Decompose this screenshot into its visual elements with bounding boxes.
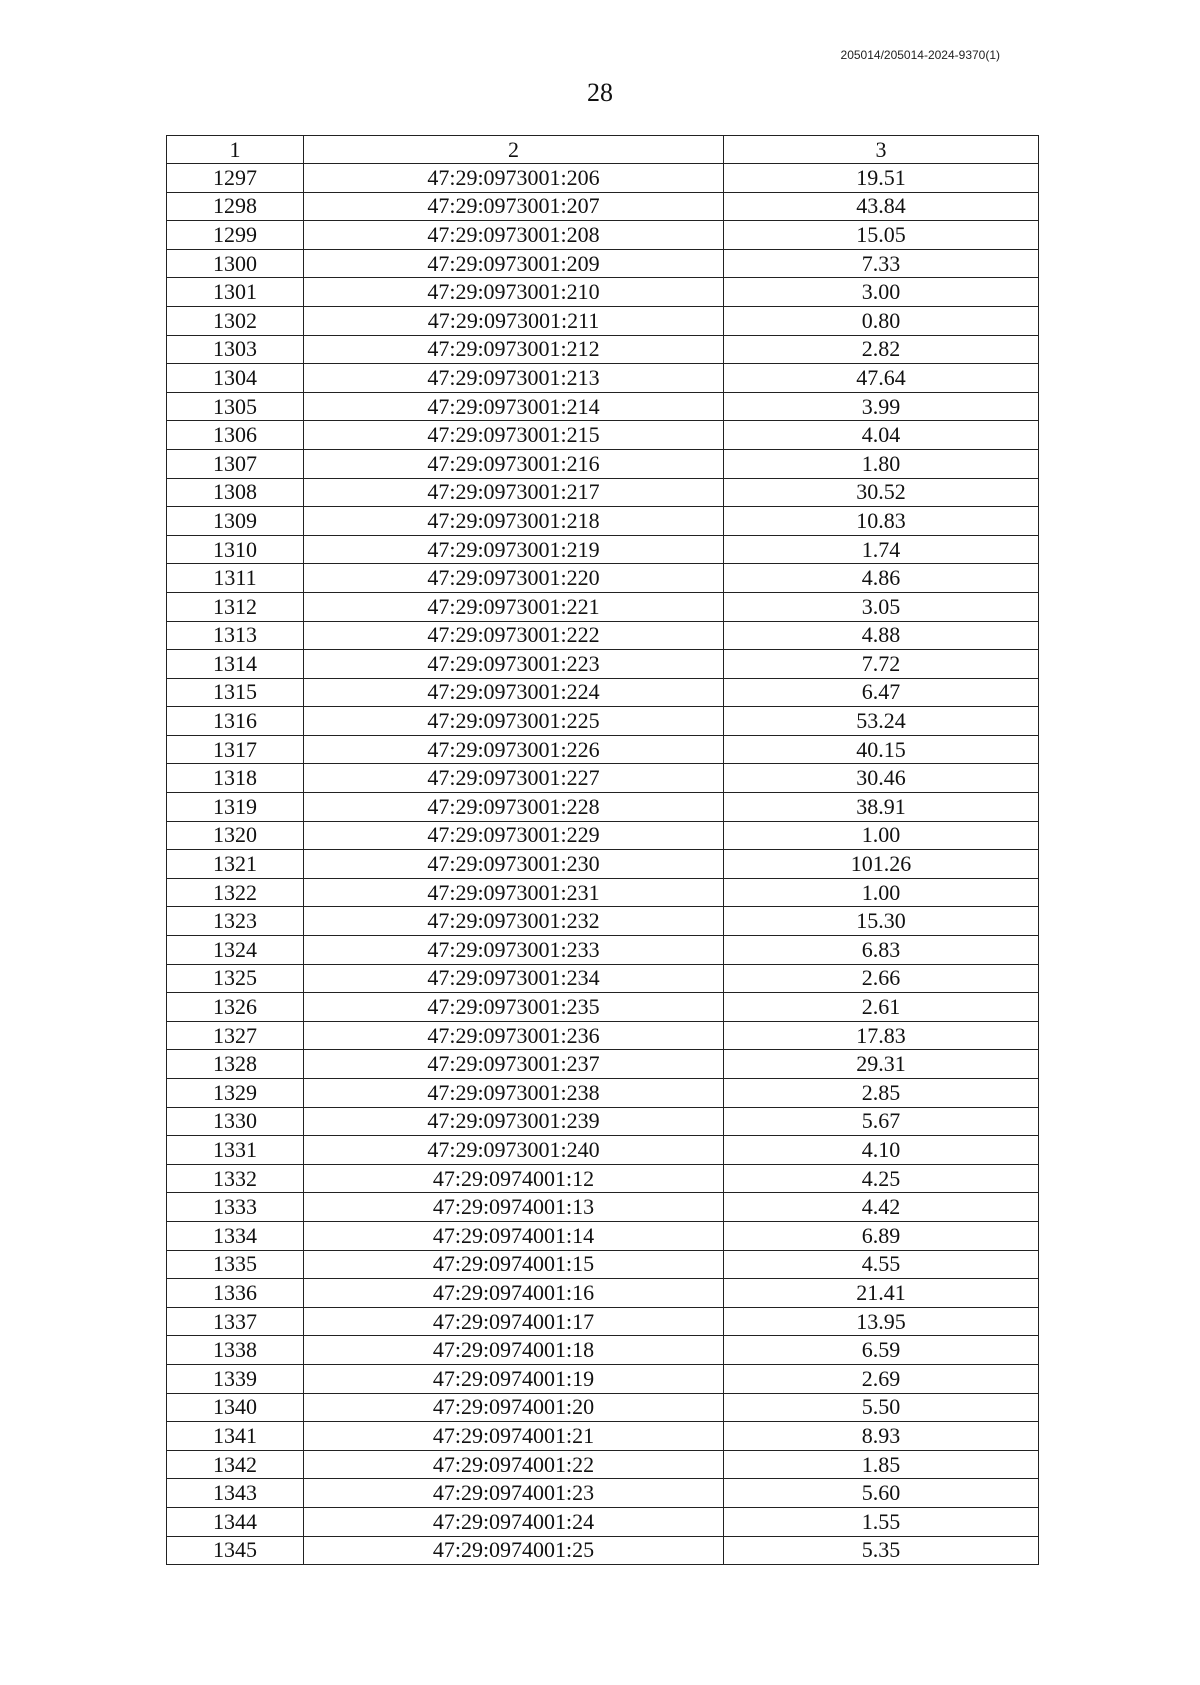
cadastral-number-cell: 47:29:0973001:213 [304,364,724,393]
table-row [167,821,1039,850]
table-row [167,1164,1039,1193]
table-row [167,564,1039,593]
cadastral-number-cell: 47:29:0974001:19 [304,1364,724,1393]
table-row [167,1107,1039,1136]
row-number-cell: 1303 [167,335,304,364]
column-header: 2 [304,136,724,164]
cadastral-number-cell: 47:29:0973001:221 [304,592,724,621]
row-number-cell: 1305 [167,392,304,421]
row-number-cell: 1317 [167,735,304,764]
row-number-cell: 1299 [167,221,304,250]
value-cell: 1.55 [724,1507,1039,1536]
row-number-cell: 1312 [167,592,304,621]
cadastral-number-cell: 47:29:0973001:215 [304,421,724,450]
value-cell: 8.93 [724,1422,1039,1451]
cadastral-number-cell: 47:29:0973001:224 [304,678,724,707]
value-cell: 4.04 [724,421,1039,450]
value-cell: 53.24 [724,707,1039,736]
cadastral-number-cell: 47:29:0973001:217 [304,478,724,507]
table-row [167,1393,1039,1422]
value-cell: 0.80 [724,306,1039,335]
value-cell: 21.41 [724,1279,1039,1308]
row-number-cell: 1313 [167,621,304,650]
value-cell: 6.47 [724,678,1039,707]
row-number-cell: 1297 [167,164,304,193]
cadastral-number-cell: 47:29:0973001:237 [304,1050,724,1079]
cadastral-number-cell: 47:29:0973001:231 [304,878,724,907]
row-number-cell: 1322 [167,878,304,907]
table-row [167,1450,1039,1479]
value-cell: 15.30 [724,907,1039,936]
cadastral-number-cell: 47:29:0974001:22 [304,1450,724,1479]
table-row [167,221,1039,250]
cadastral-number-cell: 47:29:0974001:18 [304,1336,724,1365]
value-cell: 10.83 [724,507,1039,536]
table-row [167,1021,1039,1050]
value-cell: 4.86 [724,564,1039,593]
cadastral-number-cell: 47:29:0973001:238 [304,1079,724,1108]
table-row [167,850,1039,879]
row-number-cell: 1300 [167,249,304,278]
value-cell: 29.31 [724,1050,1039,1079]
table-row [167,1307,1039,1336]
row-number-cell: 1302 [167,306,304,335]
row-number-cell: 1341 [167,1422,304,1451]
value-cell: 3.05 [724,592,1039,621]
row-number-cell: 1315 [167,678,304,707]
table-row [167,707,1039,736]
row-number-cell: 1340 [167,1393,304,1422]
table-row [167,364,1039,393]
table-row [167,1050,1039,1079]
value-cell: 1.00 [724,878,1039,907]
table-row [167,793,1039,822]
table-row [167,621,1039,650]
data-table [166,135,1039,1565]
cadastral-number-cell: 47:29:0973001:207 [304,192,724,221]
row-number-cell: 1319 [167,793,304,822]
row-number-cell: 1336 [167,1279,304,1308]
cadastral-number-cell: 47:29:0973001:211 [304,306,724,335]
value-cell: 1.80 [724,449,1039,478]
value-cell: 30.52 [724,478,1039,507]
value-cell: 3.99 [724,392,1039,421]
cadastral-number-cell: 47:29:0973001:233 [304,936,724,965]
row-number-cell: 1310 [167,535,304,564]
table-row [167,1507,1039,1536]
cadastral-number-cell: 47:29:0973001:212 [304,335,724,364]
row-number-cell: 1332 [167,1164,304,1193]
table-row [167,764,1039,793]
row-number-cell: 1301 [167,278,304,307]
table-row [167,1279,1039,1308]
cadastral-number-cell: 47:29:0974001:20 [304,1393,724,1422]
table-row [167,735,1039,764]
cadastral-number-cell: 47:29:0973001:229 [304,821,724,850]
value-cell: 3.00 [724,278,1039,307]
row-number-cell: 1298 [167,192,304,221]
value-cell: 2.82 [724,335,1039,364]
table-row [167,535,1039,564]
table-row [167,1221,1039,1250]
row-number-cell: 1343 [167,1479,304,1508]
column-header: 1 [167,136,304,164]
cadastral-number-cell: 47:29:0973001:230 [304,850,724,879]
table-row [167,1536,1039,1565]
cadastral-number-cell: 47:29:0973001:235 [304,993,724,1022]
cadastral-number-cell: 47:29:0974001:16 [304,1279,724,1308]
cadastral-number-cell: 47:29:0973001:227 [304,764,724,793]
cadastral-number-cell: 47:29:0973001:216 [304,449,724,478]
row-number-cell: 1339 [167,1364,304,1393]
row-number-cell: 1311 [167,564,304,593]
value-cell: 101.26 [724,850,1039,879]
value-cell: 6.89 [724,1221,1039,1250]
cadastral-number-cell: 47:29:0973001:222 [304,621,724,650]
value-cell: 1.00 [724,821,1039,850]
row-number-cell: 1306 [167,421,304,450]
row-number-cell: 1304 [167,364,304,393]
table-row [167,1136,1039,1165]
value-cell: 43.84 [724,192,1039,221]
value-cell: 5.50 [724,1393,1039,1422]
row-number-cell: 1326 [167,993,304,1022]
table-row [167,1479,1039,1508]
table-row [167,1079,1039,1108]
table-body [167,164,1039,1565]
table-row [167,164,1039,193]
row-number-cell: 1345 [167,1536,304,1565]
table-row [167,1422,1039,1451]
value-cell: 5.35 [724,1536,1039,1565]
value-cell: 5.67 [724,1107,1039,1136]
cadastral-number-cell: 47:29:0973001:234 [304,964,724,993]
table-row [167,478,1039,507]
cadastral-number-cell: 47:29:0973001:218 [304,507,724,536]
table-row [167,335,1039,364]
cadastral-number-cell: 47:29:0973001:226 [304,735,724,764]
table-header-row [167,136,1039,164]
table-row [167,907,1039,936]
value-cell: 7.33 [724,249,1039,278]
row-number-cell: 1344 [167,1507,304,1536]
table-row [167,249,1039,278]
row-number-cell: 1333 [167,1193,304,1222]
table-row [167,592,1039,621]
cadastral-number-cell: 47:29:0974001:17 [304,1307,724,1336]
table-row [167,993,1039,1022]
table-row [167,1336,1039,1365]
column-header: 3 [724,136,1039,164]
value-cell: 15.05 [724,221,1039,250]
value-cell: 4.55 [724,1250,1039,1279]
cadastral-number-cell: 47:29:0973001:228 [304,793,724,822]
cadastral-number-cell: 47:29:0973001:236 [304,1021,724,1050]
value-cell: 40.15 [724,735,1039,764]
cadastral-number-cell: 47:29:0973001:225 [304,707,724,736]
table-row [167,278,1039,307]
value-cell: 5.60 [724,1479,1039,1508]
table-row [167,192,1039,221]
row-number-cell: 1308 [167,478,304,507]
row-number-cell: 1320 [167,821,304,850]
value-cell: 2.66 [724,964,1039,993]
cadastral-number-cell: 47:29:0973001:214 [304,392,724,421]
document-id: 205014/205014-2024-9370(1) [840,48,1000,62]
value-cell: 6.59 [724,1336,1039,1365]
cadastral-number-cell: 47:29:0973001:210 [304,278,724,307]
value-cell: 4.88 [724,621,1039,650]
value-cell: 6.83 [724,936,1039,965]
table-row [167,1193,1039,1222]
value-cell: 30.46 [724,764,1039,793]
table-row [167,421,1039,450]
cadastral-number-cell: 47:29:0973001:208 [304,221,724,250]
value-cell: 47.64 [724,364,1039,393]
table-row [167,936,1039,965]
value-cell: 13.95 [724,1307,1039,1336]
cadastral-number-cell: 47:29:0974001:14 [304,1221,724,1250]
cadastral-number-cell: 47:29:0974001:12 [304,1164,724,1193]
cadastral-number-cell: 47:29:0974001:24 [304,1507,724,1536]
cadastral-number-cell: 47:29:0974001:13 [304,1193,724,1222]
value-cell: 17.83 [724,1021,1039,1050]
row-number-cell: 1325 [167,964,304,993]
row-number-cell: 1342 [167,1450,304,1479]
table-row [167,306,1039,335]
row-number-cell: 1321 [167,850,304,879]
cadastral-number-cell: 47:29:0973001:209 [304,249,724,278]
cadastral-number-cell: 47:29:0973001:239 [304,1107,724,1136]
value-cell: 1.74 [724,535,1039,564]
table-row [167,507,1039,536]
row-number-cell: 1314 [167,650,304,679]
table-row [167,650,1039,679]
row-number-cell: 1323 [167,907,304,936]
row-number-cell: 1309 [167,507,304,536]
cadastral-number-cell: 47:29:0974001:15 [304,1250,724,1279]
row-number-cell: 1307 [167,449,304,478]
value-cell: 38.91 [724,793,1039,822]
table-row [167,678,1039,707]
value-cell: 19.51 [724,164,1039,193]
table-row [167,878,1039,907]
value-cell: 2.61 [724,993,1039,1022]
cadastral-number-cell: 47:29:0974001:25 [304,1536,724,1565]
table-row [167,964,1039,993]
row-number-cell: 1318 [167,764,304,793]
row-number-cell: 1338 [167,1336,304,1365]
value-cell: 2.69 [724,1364,1039,1393]
cadastral-number-cell: 47:29:0973001:223 [304,650,724,679]
value-cell: 2.85 [724,1079,1039,1108]
row-number-cell: 1331 [167,1136,304,1165]
cadastral-number-cell: 47:29:0973001:206 [304,164,724,193]
table-row [167,1364,1039,1393]
cadastral-number-cell: 47:29:0974001:23 [304,1479,724,1508]
cadastral-number-cell: 47:29:0973001:232 [304,907,724,936]
row-number-cell: 1334 [167,1221,304,1250]
value-cell: 4.10 [724,1136,1039,1165]
row-number-cell: 1324 [167,936,304,965]
row-number-cell: 1330 [167,1107,304,1136]
cadastral-number-cell: 47:29:0974001:21 [304,1422,724,1451]
table-row [167,392,1039,421]
row-number-cell: 1329 [167,1079,304,1108]
table-row [167,1250,1039,1279]
value-cell: 4.25 [724,1164,1039,1193]
value-cell: 1.85 [724,1450,1039,1479]
row-number-cell: 1327 [167,1021,304,1050]
page-number: 28 [587,78,613,107]
row-number-cell: 1316 [167,707,304,736]
row-number-cell: 1335 [167,1250,304,1279]
table-row [167,449,1039,478]
value-cell: 4.42 [724,1193,1039,1222]
row-number-cell: 1337 [167,1307,304,1336]
value-cell: 7.72 [724,650,1039,679]
cadastral-number-cell: 47:29:0973001:219 [304,535,724,564]
cadastral-number-cell: 47:29:0973001:220 [304,564,724,593]
row-number-cell: 1328 [167,1050,304,1079]
cadastral-number-cell: 47:29:0973001:240 [304,1136,724,1165]
